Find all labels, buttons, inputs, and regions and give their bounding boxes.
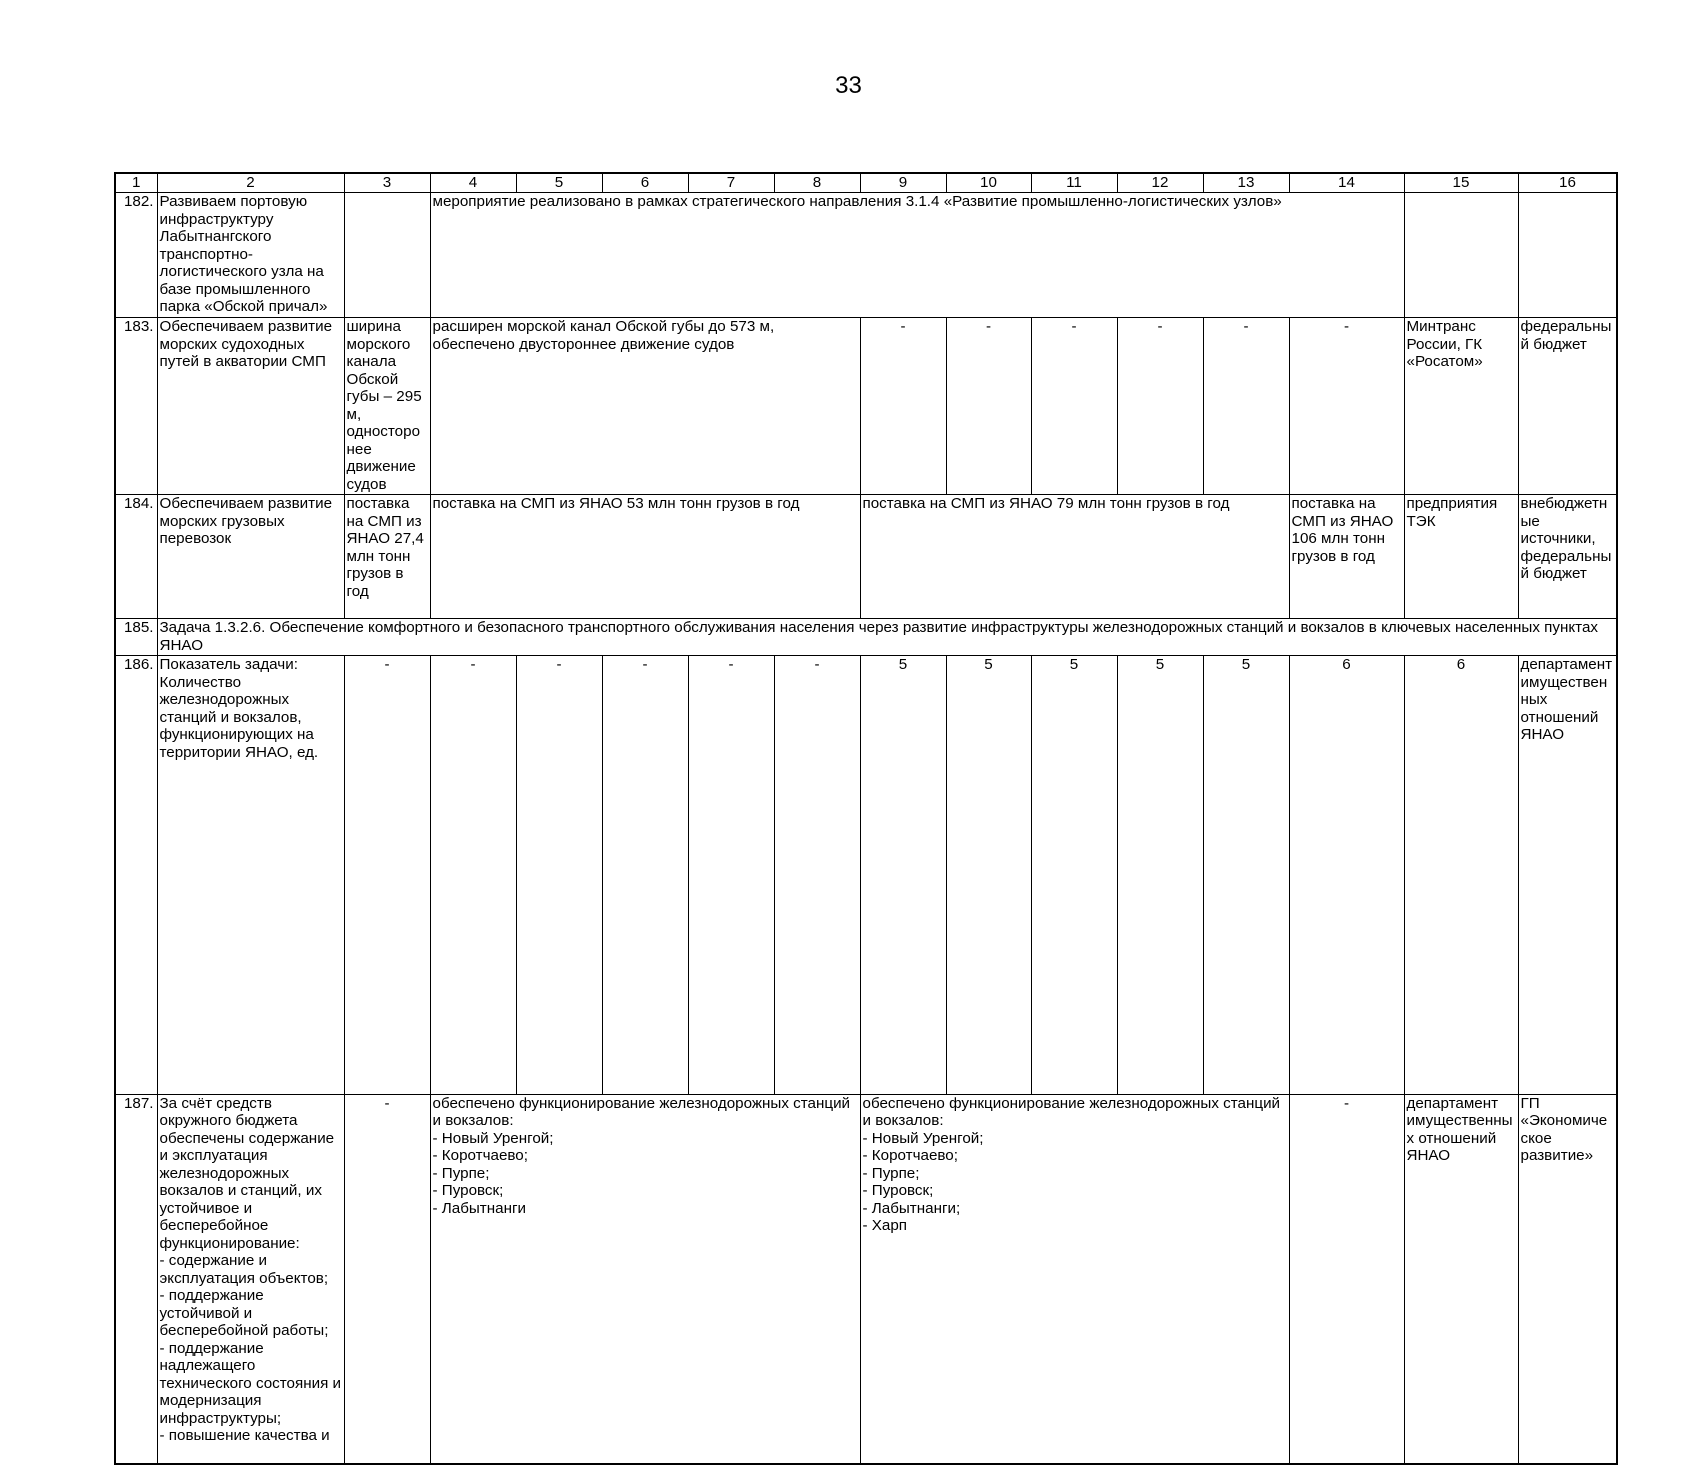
measure-name: Обеспечиваем развитие морских судоходных путей в акватории СМП: [157, 318, 344, 495]
column-header: 4: [430, 173, 516, 193]
baseline-value: ширина морского канала Обской губы – 295 м, односторонее движение судов: [344, 318, 430, 495]
column-header: 16: [1518, 173, 1617, 193]
table-header-row: [115, 173, 1617, 193]
indicator-name: Показатель задачи: Количество железнодорожных станций и вокзалов, функционирующих на территории ЯНАО, ед.: [157, 656, 344, 1095]
measure-name: Обеспечиваем развитие морских грузовых перевозок: [157, 495, 344, 619]
baseline-value: -: [344, 1094, 430, 1464]
indicator-value: 5: [1203, 656, 1289, 1095]
indicator-value: 5: [1031, 656, 1117, 1095]
funding-source: ГП «Экономическое развитие»: [1518, 1094, 1617, 1464]
table-row-186: [115, 656, 1617, 1095]
indicator-value: 5: [860, 656, 946, 1095]
column-header: 6: [602, 173, 688, 193]
row-number: 183.: [115, 318, 157, 495]
target-stage-2: обеспечено функционирование железнодорожных станций и вокзалов: - Новый Уренгой; - Коротчаево; - Пурпе; - Пуровск; - Лабытнанги; - Харп: [860, 1094, 1289, 1464]
value-cell: -: [1289, 318, 1404, 495]
row-number: 185.: [115, 619, 157, 656]
value-cell: -: [1117, 318, 1203, 495]
measure-name: За счёт средств окружного бюджета обеспечены содержание и эксплуатация железнодорожных вокзалов и станций, их устойчивое и бесперебойное функционирование: - содержание и эксплуатация объектов; - поддержание устойчивой и бесперебойной работы; - поддержание надлежащего технического состояния и модернизация инфраструктуры; - повышение качества и: [157, 1094, 344, 1464]
indicator-value: -: [688, 656, 774, 1095]
table-row-183: [115, 318, 1617, 495]
value-cell: -: [1031, 318, 1117, 495]
value-cell: -: [1289, 1094, 1404, 1464]
indicator-value: 5: [1117, 656, 1203, 1095]
target-stage-1: обеспечено функционирование железнодорожных станций и вокзалов: - Новый Уренгой; - Коротчаево; - Пурпе; - Пуровск; - Лабытнанги: [430, 1094, 860, 1464]
funding-source: внебюджетные источники, федеральный бюджет: [1518, 495, 1617, 619]
indicator-value: -: [774, 656, 860, 1095]
indicator-value: -: [344, 656, 430, 1095]
table-row-182: [115, 193, 1617, 318]
table-row-185: [115, 619, 1617, 656]
column-header: 12: [1117, 173, 1203, 193]
column-header: 9: [860, 173, 946, 193]
row-number: 182.: [115, 193, 157, 318]
responsible-executor: департамент имущественных отношений ЯНАО: [1518, 656, 1617, 1095]
column-header: 5: [516, 173, 602, 193]
plan-table: [114, 172, 1618, 1465]
target-stage-3: поставка на СМП из ЯНАО 106 млн тонн грузов в год: [1289, 495, 1404, 619]
measure-name: Развиваем портовую инфраструктуру Лабытнангского транспортно-логистического узла на базе промышленного парка «Обской причал»: [157, 193, 344, 318]
value-cell: -: [860, 318, 946, 495]
implementation-note: мероприятие реализовано в рамках стратегического направления 3.1.4 «Развитие промышленно-логистических узлов»: [430, 193, 1404, 318]
funding-cell: [1518, 193, 1617, 318]
column-header: 7: [688, 173, 774, 193]
baseline-value: поставка на СМП из ЯНАО 27,4 млн тонн грузов в год: [344, 495, 430, 619]
indicator-value: -: [516, 656, 602, 1095]
target-stage-1: поставка на СМП из ЯНАО 53 млн тонн грузов в год: [430, 495, 860, 619]
expected-result: расширен морской канал Обской губы до 573 м, обеспечено двустороннее движение судов: [430, 318, 860, 495]
indicator-value: 6: [1289, 656, 1404, 1095]
indicator-value: 6: [1404, 656, 1518, 1095]
value-cell: -: [946, 318, 1031, 495]
column-header: 13: [1203, 173, 1289, 193]
indicator-value: 5: [946, 656, 1031, 1095]
page-number: 33: [835, 72, 862, 99]
responsible-executor: Минтранс России, ГК «Росатом»: [1404, 318, 1518, 495]
target-stage-2: поставка на СМП из ЯНАО 79 млн тонн грузов в год: [860, 495, 1289, 619]
table-row-184: [115, 495, 1617, 619]
row-number: 187.: [115, 1094, 157, 1464]
value-cell: -: [1203, 318, 1289, 495]
column-header: 2: [157, 173, 344, 193]
column-header: 3: [344, 173, 430, 193]
column-header: 11: [1031, 173, 1117, 193]
indicator-value: -: [430, 656, 516, 1095]
column-header: 1: [115, 173, 157, 193]
task-heading: Задача 1.3.2.6. Обеспечение комфортного и безопасного транспортного обслуживания населения через развитие инфраструктуры железнодорожных станций и вокзалов в ключевых населенных пунктах ЯНАО: [157, 619, 1617, 656]
column-header: 8: [774, 173, 860, 193]
responsible-cell: [1404, 193, 1518, 318]
row-number: 186.: [115, 656, 157, 1095]
baseline-cell: [344, 193, 430, 318]
column-header: 15: [1404, 173, 1518, 193]
row-number: 184.: [115, 495, 157, 619]
table-row-187: [115, 1094, 1617, 1464]
column-header: 14: [1289, 173, 1404, 193]
indicator-value: -: [602, 656, 688, 1095]
column-header: 10: [946, 173, 1031, 193]
responsible-executor: предприятия ТЭК: [1404, 495, 1518, 619]
funding-source: федеральный бюджет: [1518, 318, 1617, 495]
responsible-executor: департамент имущественных отношений ЯНАО: [1404, 1094, 1518, 1464]
